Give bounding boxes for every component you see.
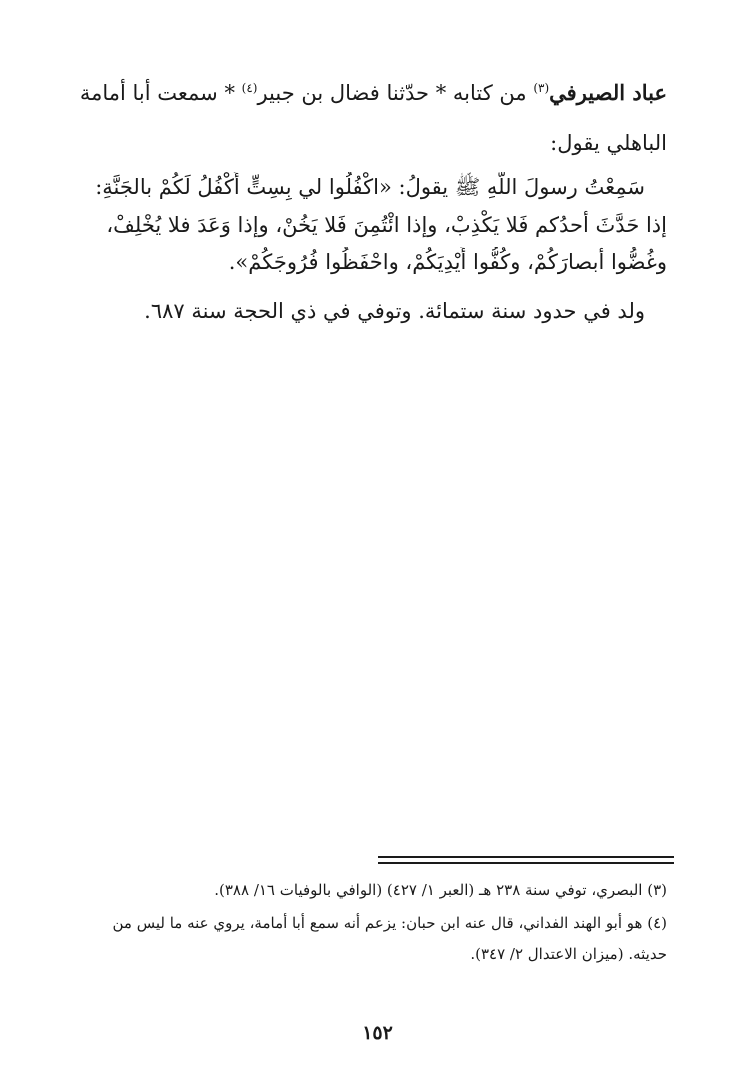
hadith-line-3: وغُضُّوا أبصارَكُمْ، وكُفُّوا أَيْدِيَكُمْ، واحْفَظُوا فُرُوجَكُمْ». (228, 250, 667, 274)
text-line-2: الباهلي يقول: (550, 131, 667, 155)
footnote-4-line-1: (٤) هو أبو الهند الفداني، قال عنه ابن حبان: يزعم أنه سمع أبا أمامة، يروي عنه ما ليس من (112, 914, 667, 932)
text-line-1-middle: من كتابه * حدّثنا فضال بن جبير (257, 81, 534, 105)
text-line-1-end: * سمعت أبا أمامة (79, 81, 242, 105)
narrator-name: عباد الصيرفي (549, 80, 667, 105)
footnote-divider-top (378, 856, 674, 858)
footnote-ref-4: (٤) (241, 81, 258, 95)
text-line-1 (77, 78, 667, 108)
biography-line: ولد في حدود سنة ستمائة. وتوفي في ذي الحجة سنة ٦٨٧. (144, 299, 645, 323)
hadith-line-2: إذا حَدَّثَ أحدُكم فَلا يَكْذِبْ، وإذا ائْتُمِنَ فَلا يَخُنْ، وإذا وَعَدَ فلا يُخْلِفْ، (106, 213, 667, 237)
footnote-3: (٣) البصري، توفي سنة ٢٣٨ هـ (العبر ١/ ٤٢٧) (الوافي بالوفيات ١٦/ ٣٨٨). (214, 881, 667, 899)
hadith-line-1: سَمِعْتُ رسولَ اللَّهِ ﷺ يقولُ: «اكْفُلُوا لي بِسِتٍّ أَكْفُلُ لَكُمْ بالجَنَّةِ: (95, 175, 645, 199)
footnote-4-line-2: حديثه. (ميزان الاعتدال ٢/ ٣٤٧). (470, 945, 667, 963)
footnote-divider-bottom (378, 862, 674, 864)
footnote-ref-3: (٣) (533, 81, 550, 95)
page-number: ١٥٢ (362, 1022, 393, 1044)
